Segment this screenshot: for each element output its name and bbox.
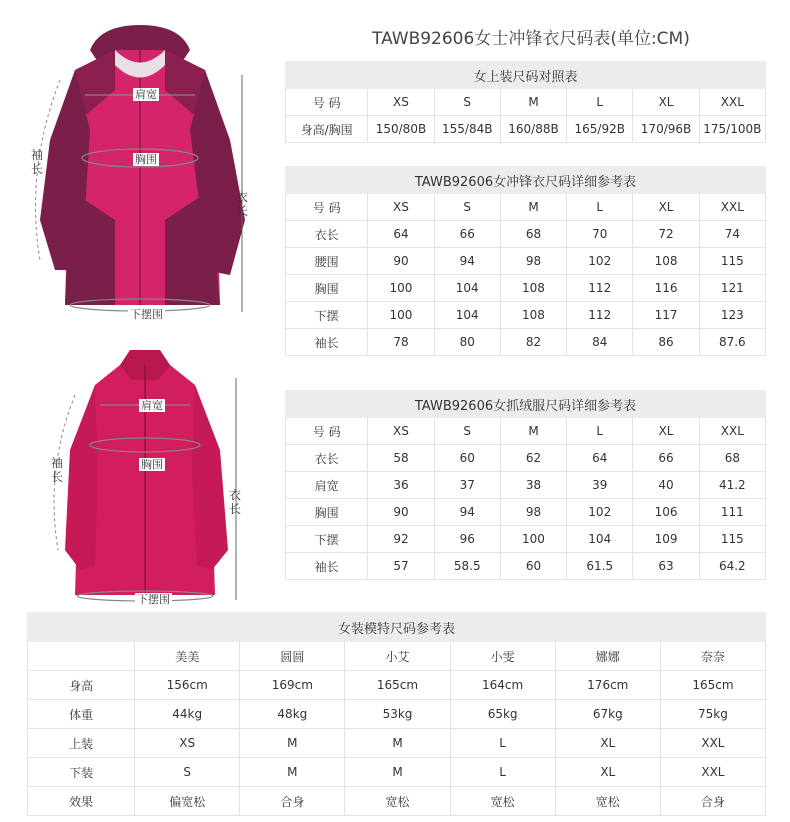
model-size-table (27, 612, 766, 816)
table-cell: 115 (699, 248, 765, 275)
table-cell: L (567, 194, 633, 221)
table-row (286, 329, 766, 356)
table-cell: 奈奈 (660, 642, 765, 671)
table-cell: XXL (660, 729, 765, 758)
table-cell: 圆圆 (240, 642, 345, 671)
table-cell: XXL (699, 418, 765, 445)
table-cell: 64.2 (699, 553, 765, 580)
table-cell: 74 (699, 221, 765, 248)
table-row (28, 787, 766, 816)
table-cell: S (434, 89, 500, 116)
table-cell: 94 (434, 499, 500, 526)
table-cell: XS (368, 89, 434, 116)
table-row (28, 671, 766, 700)
table-cell: 53kg (345, 700, 450, 729)
table-cell: M (500, 418, 566, 445)
table-cell: 宽松 (555, 787, 660, 816)
table-cell: 衣长 (286, 445, 368, 472)
page-title: TAWB92606女士冲锋衣尺码表(单位:CM) (372, 29, 690, 49)
table-cell: XXL (699, 89, 765, 116)
table-cell: 袖长 (286, 553, 368, 580)
table-cell: 偏宽松 (135, 787, 240, 816)
table-cell: XL (555, 758, 660, 787)
table-cell: 娜娜 (555, 642, 660, 671)
fleece-length-label: 衣长 (228, 488, 241, 516)
table-cell: 160/88B (500, 116, 566, 143)
table-row (286, 526, 766, 553)
table-cell: 121 (699, 275, 765, 302)
table-cell: 96 (434, 526, 500, 553)
table-cell: 体重 (28, 700, 135, 729)
table-cell: 60 (434, 445, 500, 472)
table-title: 女装模特尺码参考表 (28, 613, 766, 642)
table-cell: 号 码 (286, 89, 368, 116)
table-cell: 100 (500, 526, 566, 553)
table-cell: 165cm (345, 671, 450, 700)
table-cell: 68 (699, 445, 765, 472)
table-cell: 90 (368, 248, 434, 275)
table-cell: 37 (434, 472, 500, 499)
table-cell: 155/84B (434, 116, 500, 143)
jacket-length-label: 衣长 (235, 190, 248, 218)
table-cell: 169cm (240, 671, 345, 700)
table-cell: 下摆 (286, 302, 368, 329)
table-cell: 112 (567, 302, 633, 329)
table-cell: 美美 (135, 642, 240, 671)
table-row (286, 445, 766, 472)
fleece-hem-label: 下摆围 (137, 593, 170, 606)
jacket-size-table (285, 166, 766, 356)
table-cell: 64 (368, 221, 434, 248)
table-cell: 66 (633, 445, 699, 472)
table-cell: 115 (699, 526, 765, 553)
table-cell: 75kg (660, 700, 765, 729)
table-title: 女上装尺码对照表 (286, 62, 766, 89)
table-cell: 身高/胸围 (286, 116, 368, 143)
jacket-image (20, 20, 260, 320)
table-cell: 98 (500, 499, 566, 526)
table-row (28, 700, 766, 729)
table-cell: 41.2 (699, 472, 765, 499)
table-cell: 38 (500, 472, 566, 499)
table-cell: M (500, 194, 566, 221)
table-cell: 86 (633, 329, 699, 356)
table-cell: 165/92B (567, 116, 633, 143)
table-cell: 67kg (555, 700, 660, 729)
table-cell: 60 (500, 553, 566, 580)
table-cell: 116 (633, 275, 699, 302)
table-cell: 90 (368, 499, 434, 526)
table-cell: 号 码 (286, 194, 368, 221)
jacket-hem-label: 下摆围 (130, 308, 163, 321)
table-cell: 106 (633, 499, 699, 526)
table-cell: 效果 (28, 787, 135, 816)
table-cell: 66 (434, 221, 500, 248)
table-cell: S (434, 194, 500, 221)
table-cell: 104 (434, 302, 500, 329)
table-cell: 44kg (135, 700, 240, 729)
table-cell: 号 码 (286, 418, 368, 445)
table-cell: M (240, 758, 345, 787)
table-cell: 腰围 (286, 248, 368, 275)
table-cell: 合身 (240, 787, 345, 816)
table-cell: XL (633, 418, 699, 445)
fleece-image (40, 350, 250, 605)
fleece-sleeve-label: 袖长 (50, 456, 63, 484)
table-row (286, 221, 766, 248)
table-cell: 111 (699, 499, 765, 526)
table-cell (28, 642, 135, 671)
table-row (286, 248, 766, 275)
table-cell: 170/96B (633, 116, 699, 143)
table-cell: L (567, 89, 633, 116)
table-cell: 82 (500, 329, 566, 356)
table-cell: 合身 (660, 787, 765, 816)
table-row (286, 472, 766, 499)
table-cell: M (345, 729, 450, 758)
table-row (286, 275, 766, 302)
table-cell: 98 (500, 248, 566, 275)
table-cell: 84 (567, 329, 633, 356)
table-cell: 小艾 (345, 642, 450, 671)
table-cell: 104 (434, 275, 500, 302)
table-cell: XS (368, 418, 434, 445)
fleece-chest-label: 胸围 (141, 458, 163, 471)
table-cell: 102 (567, 499, 633, 526)
table-cell: XXL (660, 758, 765, 787)
table-cell: 63 (633, 553, 699, 580)
table-cell: 108 (500, 302, 566, 329)
table-row (28, 758, 766, 787)
table-cell: 61.5 (567, 553, 633, 580)
table-row (286, 499, 766, 526)
table-cell: 宽松 (345, 787, 450, 816)
table-cell: 40 (633, 472, 699, 499)
table-row (286, 116, 766, 143)
table-cell: 肩宽 (286, 472, 368, 499)
table-row (286, 553, 766, 580)
table-cell: 175/100B (699, 116, 765, 143)
table-cell: 下装 (28, 758, 135, 787)
table-cell: XL (633, 194, 699, 221)
table-cell: 下摆 (286, 526, 368, 553)
table-cell: 100 (368, 302, 434, 329)
table-row (28, 642, 766, 671)
table-cell: XS (368, 194, 434, 221)
table-cell: 袖长 (286, 329, 368, 356)
fleece-size-table (285, 390, 766, 580)
table-cell: L (567, 418, 633, 445)
table-cell: 胸围 (286, 275, 368, 302)
table-cell: 164cm (450, 671, 555, 700)
table-cell: 78 (368, 329, 434, 356)
table-cell: XS (135, 729, 240, 758)
table-cell: M (240, 729, 345, 758)
table-cell: M (345, 758, 450, 787)
fleece-shoulder-label: 肩宽 (141, 399, 163, 412)
table-row (286, 302, 766, 329)
table-title: TAWB92606女抓绒服尺码详细参考表 (286, 391, 766, 418)
table-cell: XL (633, 89, 699, 116)
table-cell: 80 (434, 329, 500, 356)
table-cell: 衣长 (286, 221, 368, 248)
table-cell: 70 (567, 221, 633, 248)
table-row (286, 194, 766, 221)
table-cell: 64 (567, 445, 633, 472)
table-cell: 36 (368, 472, 434, 499)
table-cell: 108 (633, 248, 699, 275)
table-cell: 62 (500, 445, 566, 472)
table-cell: 65kg (450, 700, 555, 729)
table-cell: XL (555, 729, 660, 758)
table-cell: 108 (500, 275, 566, 302)
table-cell: 176cm (555, 671, 660, 700)
table-cell: 58 (368, 445, 434, 472)
table-cell: 150/80B (368, 116, 434, 143)
jacket-chest-label: 胸围 (135, 153, 157, 166)
table-row (286, 418, 766, 445)
table-cell: 104 (567, 526, 633, 553)
table-cell: 上装 (28, 729, 135, 758)
jacket-shoulder-label: 肩宽 (135, 88, 157, 101)
table-cell: 109 (633, 526, 699, 553)
table-cell: S (135, 758, 240, 787)
table-cell: 94 (434, 248, 500, 275)
women-top-size-table (285, 61, 766, 143)
table-cell: 100 (368, 275, 434, 302)
table-cell: 57 (368, 553, 434, 580)
table-cell: L (450, 758, 555, 787)
table-cell: XXL (699, 194, 765, 221)
table-cell: S (434, 418, 500, 445)
table-cell: 宽松 (450, 787, 555, 816)
table-cell: 156cm (135, 671, 240, 700)
table-cell: 112 (567, 275, 633, 302)
table-cell: 165cm (660, 671, 765, 700)
jacket-sleeve-label: 袖长 (30, 148, 43, 176)
table-row (28, 729, 766, 758)
table-cell: 48kg (240, 700, 345, 729)
table-cell: 58.5 (434, 553, 500, 580)
table-cell: L (450, 729, 555, 758)
table-cell: 117 (633, 302, 699, 329)
table-cell: M (500, 89, 566, 116)
table-cell: 胸围 (286, 499, 368, 526)
table-row (286, 89, 766, 116)
table-cell: 92 (368, 526, 434, 553)
table-cell: 87.6 (699, 329, 765, 356)
table-cell: 72 (633, 221, 699, 248)
table-cell: 小雯 (450, 642, 555, 671)
table-cell: 102 (567, 248, 633, 275)
table-title: TAWB92606女冲锋衣尺码详细参考表 (286, 167, 766, 194)
table-cell: 123 (699, 302, 765, 329)
table-cell: 68 (500, 221, 566, 248)
table-cell: 39 (567, 472, 633, 499)
table-cell: 身高 (28, 671, 135, 700)
